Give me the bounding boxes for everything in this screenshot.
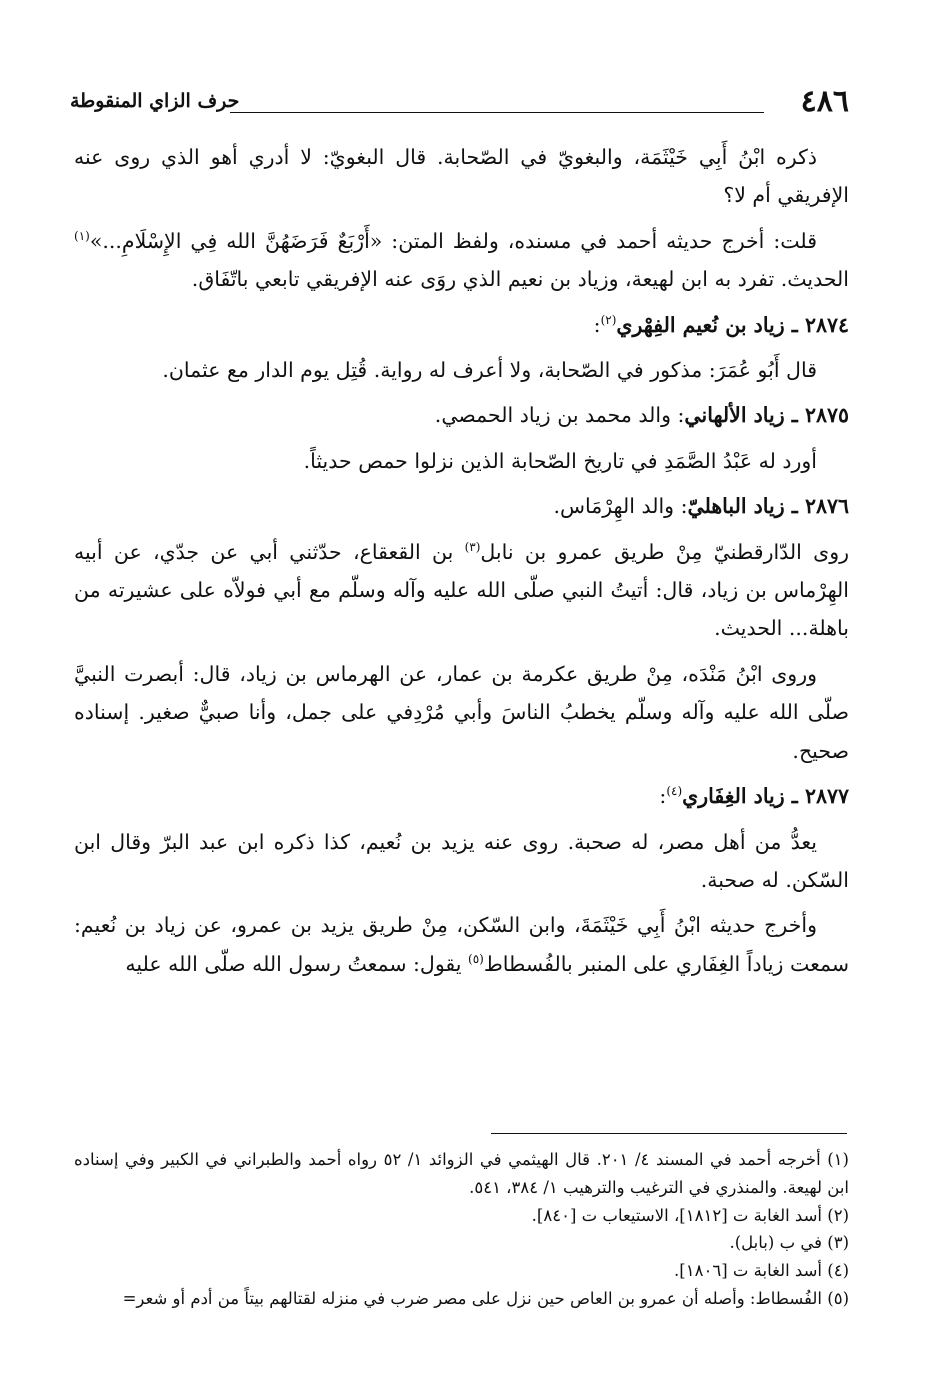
paragraph (74, 222, 849, 299)
entry-number: ٢٨٧٥ (804, 403, 849, 428)
footnotes (74, 1146, 849, 1313)
text-run: الحديث. تفرد به ابن لهيعة، وزياد بن نعيم الذي روَى عنه الإفريقي تابعي باتّفَاق. (191, 267, 849, 292)
page-header (70, 84, 849, 124)
footnote-separator (491, 1133, 847, 1134)
entry-name: ـ زياد الألهاني (684, 403, 805, 428)
footnote-marker: (٢) (600, 312, 617, 327)
paragraph (74, 533, 849, 648)
entry-heading (74, 306, 849, 344)
text-run: : (593, 312, 601, 337)
paragraph: ذكره ابْنُ أَبِي خَيْثَمَة، والبغويّ في الصّحابة. قال البغويّ: لا أدري أهو الذي روى عنه الإفريقي أم لا؟ (74, 145, 849, 208)
paragraph (74, 906, 849, 983)
footnote-marker: (٣) (464, 539, 481, 554)
entry-number: ٢٨٧٦ (804, 494, 849, 519)
paragraph: أورد له عَبْدُ الصَّمَدِ في تاريخ الصّحابة الذين نزلوا حمص حديثاً. (303, 448, 817, 473)
footnote: (٢) أسد الغابة ت [١٨١٢]، الاستيعاب ت [٨٤٠]. (531, 1205, 849, 1225)
main-text (74, 138, 849, 990)
text-run: : (659, 784, 667, 809)
footnote-marker: (١) (74, 228, 90, 243)
entry-number: ٢٨٧٧ (804, 784, 849, 809)
footnote: (٤) أسد الغابة ت [١٨٠٦]. (674, 1261, 849, 1281)
entry-heading (74, 777, 849, 815)
text-run: بن القعقاع، حدّثني أبي عن جدّي، عن أبيه الهِرْماس بن زياد، قال: أتيتُ النبي صلّى الله عليه وآله وسلّم مع أبي فولاّه على عشيرته من باهلة... الحديث. (74, 539, 849, 641)
entry-heading (74, 487, 849, 525)
footnote: (١) أخرجه أحمد في المسند ٤/ ٢٠١. قال الهيثمي في الزوائد ١/ ٥٢ رواه أحمد والطبراني في الكبير وفي إسناده ابن لهيعة. والمنذري في الترغيب والترهيب ١/ ٣٨٤، ٥٤١. (74, 1150, 849, 1197)
text-run: وأخرج حديثه ابْنُ أَبِي خَيْثَمَةَ، وابن السّكن، مِنْ طريق يزيد بن عمرو، عن زياد بن نُعيم: سمعت زياداً الغِفَاري على المنبر بالفُسطاط (74, 913, 849, 976)
text-run: يقول: سمعتُ رسول الله صلّى الله عليه (125, 951, 469, 976)
text-run: : والد الهِرْمَاس. (553, 494, 688, 519)
text-run: قلت: أخرج حديثه أحمد في مسنده، ولفظ المتن: «أَرْبَعٌ فَرَضَهُنَّ الله فِي الإِسْلَامِ...» (89, 228, 817, 253)
entry-name: ـ زياد الغِفَاري (682, 784, 805, 809)
paragraph: يعدُّ من أهل مصر، له صحبة. روى عنه يزيد بن نُعيم، كذا ذكره ابن عبد البرّ وقال ابن السّكن. له صحبة. (74, 829, 849, 892)
entry-number: ٢٨٧٤ (804, 312, 849, 337)
paragraph: قال أَبُو عُمَرَ: مذكور في الصّحابة، ولا أعرف له رواية. قُتِل يوم الدار مع عثمان. (162, 358, 817, 383)
footnote-marker: (٤) (666, 784, 683, 799)
header-rule (230, 112, 764, 113)
entry-heading (74, 396, 849, 434)
footnote: (٣) في ب (بابل). (729, 1233, 849, 1253)
paragraph: وروى ابْنُ مَنْدَه، مِنْ طريق عكرمة بن عمار، عن الهرماس بن زياد، قال: أبصرت النبيَّ صلّى الله عليه وآله وسلّم يخطبُ الناسَ وأبي مُرْدِفي على جمل، وأنا صبيٌّ صغير. إسناده صحيح. (74, 661, 849, 763)
running-head: حرف الزاي المنقوطة (70, 90, 240, 112)
entry-name: ـ زياد بن نُعيم الفِهْري (616, 312, 805, 337)
text-run: : والد محمد بن زياد الحمصي. (434, 403, 685, 428)
entry-name: ـ زياد الباهليّ (687, 494, 805, 519)
footnote: (٥) الفُسطاط: وأصله أن عمرو بن العاص حين نزل على مصر ضرب في منزله لقتالهم بيتاً من أدم أو شعر= (122, 1288, 849, 1308)
text-run: روى الدّارقطنيّ مِنْ طريق عمرو بن نابل (480, 539, 849, 564)
footnote-marker: (٥) (468, 951, 484, 966)
page-number: ٤٨٦ (800, 84, 849, 119)
